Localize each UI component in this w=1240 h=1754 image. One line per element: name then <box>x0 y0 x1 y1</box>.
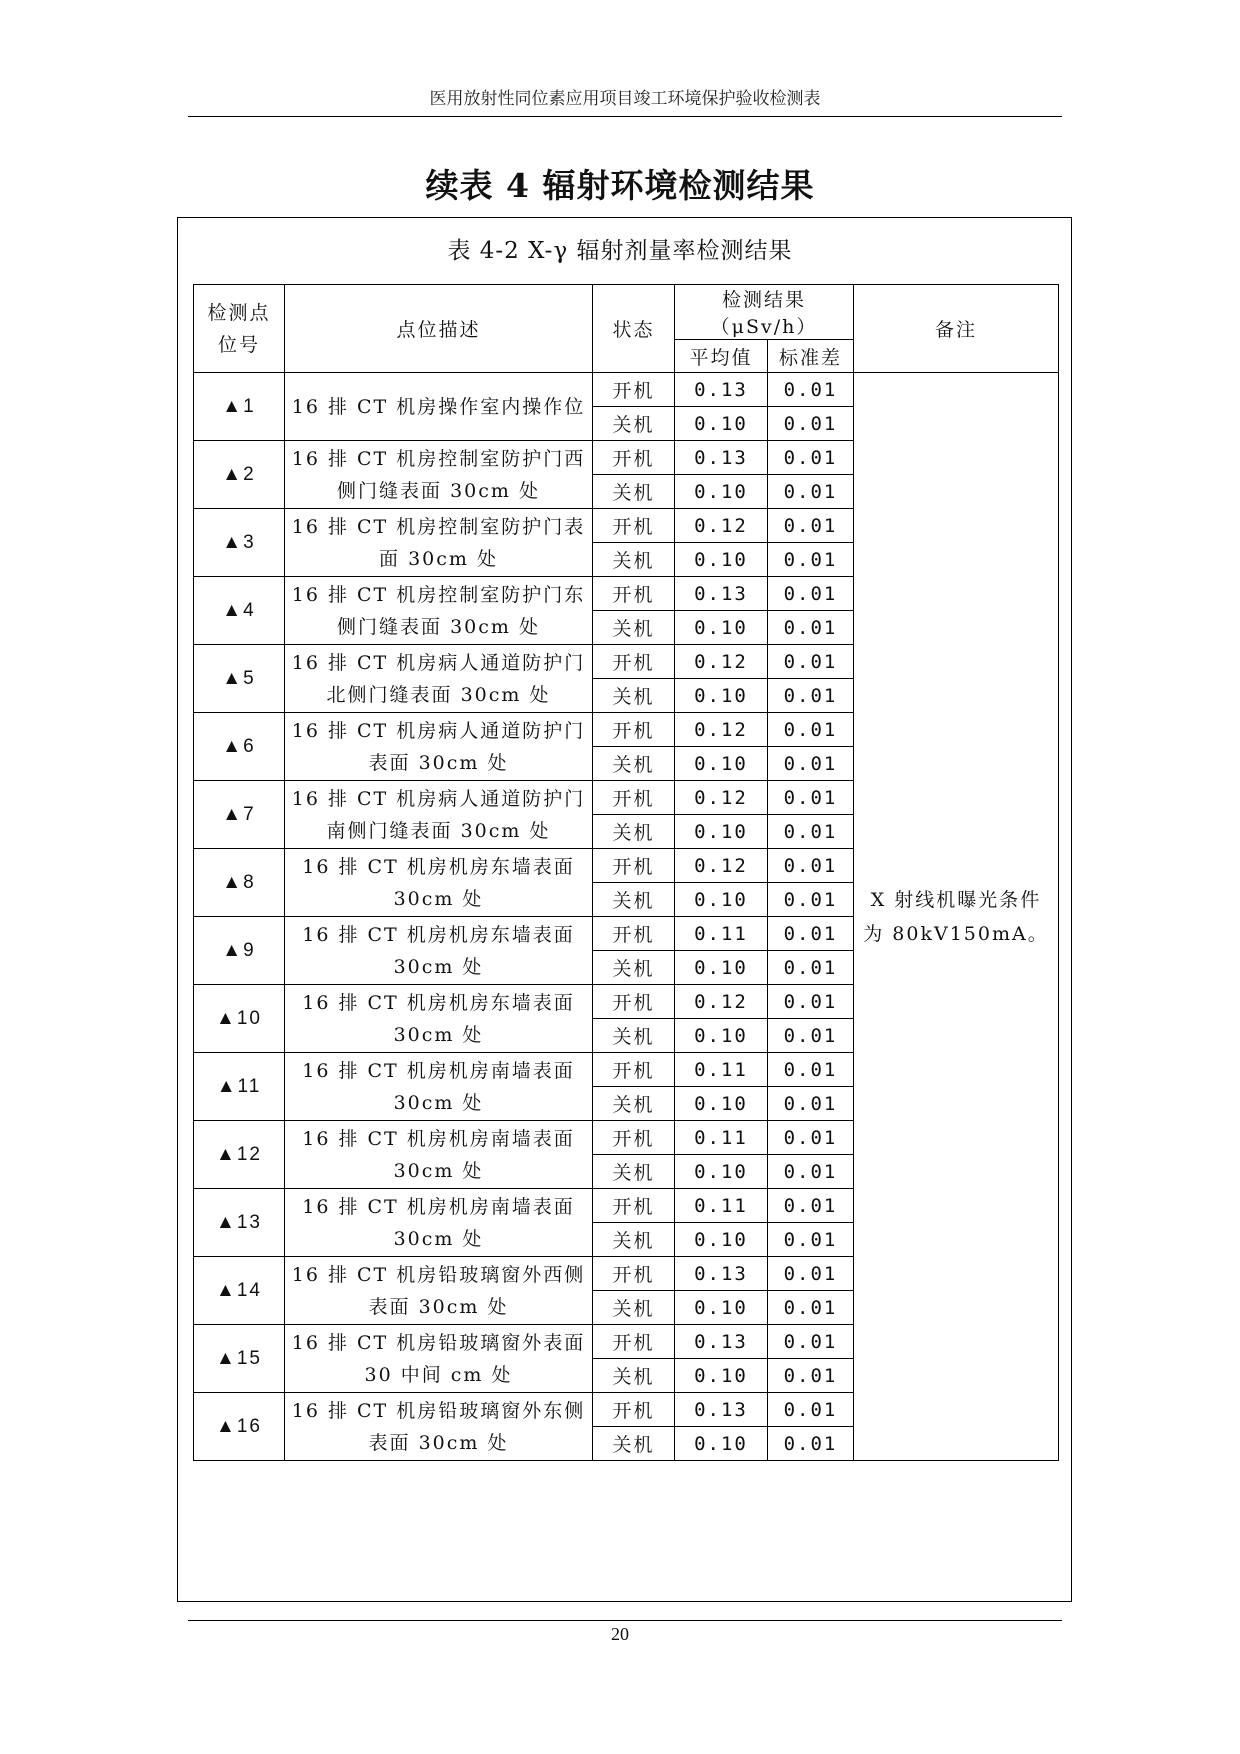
status-cell: 开机 <box>593 1325 675 1359</box>
mean-cell: 0.10 <box>675 543 768 577</box>
mean-cell: 0.10 <box>675 1155 768 1189</box>
description-cell: 16 排 CT 机房机房东墙表面 30cm 处 <box>285 917 593 985</box>
triangle-marker-icon: ▲ <box>216 1415 237 1437</box>
mean-cell: 0.10 <box>675 1359 768 1393</box>
description-cell: 16 排 CT 机房控制室防护门东侧门缝表面 30cm 处 <box>285 577 593 645</box>
status-cell: 关机 <box>593 1019 675 1053</box>
status-cell: 开机 <box>593 849 675 883</box>
mean-cell: 0.12 <box>675 509 768 543</box>
status-cell: 开机 <box>593 1121 675 1155</box>
results-table <box>193 284 1059 1461</box>
triangle-marker-icon: ▲ <box>216 1347 237 1369</box>
running-header: 医用放射性同位素应用项目竣工环境保护验收检测表 <box>188 84 1062 117</box>
status-cell: 关机 <box>593 1359 675 1393</box>
point-id-label: 5 <box>243 667 256 689</box>
description-cell: 16 排 CT 机房铅玻璃窗外表面 30 中间 cm 处 <box>285 1325 593 1393</box>
std-cell: 0.01 <box>768 373 854 407</box>
mean-cell: 0.11 <box>675 917 768 951</box>
std-cell: 0.01 <box>768 1257 854 1291</box>
description-cell: 16 排 CT 机房操作室内操作位 <box>285 373 593 441</box>
point-id-label: 9 <box>243 939 256 961</box>
point-id-cell <box>194 713 285 781</box>
std-cell: 0.01 <box>768 1325 854 1359</box>
mean-cell: 0.13 <box>675 1325 768 1359</box>
std-cell: 0.01 <box>768 1019 854 1053</box>
status-cell: 关机 <box>593 951 675 985</box>
table-caption: 表 4-2 X-γ 辐射剂量率检测结果 <box>447 238 793 264</box>
point-id-label: 1 <box>243 395 256 417</box>
std-cell: 0.01 <box>768 509 854 543</box>
point-id-cell <box>194 1189 285 1257</box>
point-id-label: 16 <box>236 1415 262 1437</box>
std-cell: 0.01 <box>768 679 854 713</box>
point-id-cell <box>194 1325 285 1393</box>
point-id-label: 7 <box>243 803 256 825</box>
point-id-cell <box>194 441 285 509</box>
mean-cell: 0.12 <box>675 781 768 815</box>
status-cell: 关机 <box>593 1427 675 1461</box>
status-cell: 关机 <box>593 543 675 577</box>
std-cell: 0.01 <box>768 645 854 679</box>
description-cell: 16 排 CT 机房铅玻璃窗外东侧表面 30cm 处 <box>285 1393 593 1461</box>
point-id-cell <box>194 645 285 713</box>
std-cell: 0.01 <box>768 407 854 441</box>
status-cell: 关机 <box>593 1155 675 1189</box>
status-cell: 开机 <box>593 781 675 815</box>
status-cell: 关机 <box>593 475 675 509</box>
mean-cell: 0.13 <box>675 1257 768 1291</box>
point-id-cell <box>194 849 285 917</box>
column-header-result-group: 检测结果（μSv/h） <box>675 285 854 340</box>
status-cell: 开机 <box>593 645 675 679</box>
point-id-cell <box>194 917 285 985</box>
mean-cell: 0.13 <box>675 1393 768 1427</box>
column-header-description: 点位描述 <box>285 285 593 373</box>
status-cell: 开机 <box>593 1189 675 1223</box>
point-id-cell <box>194 1053 285 1121</box>
std-cell: 0.01 <box>768 475 854 509</box>
description-cell: 16 排 CT 机房铅玻璃窗外西侧表面 30cm 处 <box>285 1257 593 1325</box>
point-id-label: 14 <box>236 1279 262 1301</box>
point-id-label: 11 <box>237 1075 262 1097</box>
status-cell: 关机 <box>593 679 675 713</box>
std-cell: 0.01 <box>768 985 854 1019</box>
description-cell: 16 排 CT 机房控制室防护门西侧门缝表面 30cm 处 <box>285 441 593 509</box>
triangle-marker-icon: ▲ <box>216 1279 237 1301</box>
point-id-label: 15 <box>236 1347 262 1369</box>
description-cell: 16 排 CT 机房机房南墙表面 30cm 处 <box>285 1053 593 1121</box>
point-id-label: 6 <box>243 735 256 757</box>
status-cell: 关机 <box>593 815 675 849</box>
std-cell: 0.01 <box>768 815 854 849</box>
std-cell: 0.01 <box>768 1189 854 1223</box>
std-cell: 0.01 <box>768 713 854 747</box>
description-cell: 16 排 CT 机房病人通道防护门北侧门缝表面 30cm 处 <box>285 645 593 713</box>
status-cell: 开机 <box>593 1257 675 1291</box>
triangle-marker-icon: ▲ <box>222 667 244 689</box>
triangle-marker-icon: ▲ <box>222 531 244 553</box>
mean-cell: 0.10 <box>675 1291 768 1325</box>
std-cell: 0.01 <box>768 1427 854 1461</box>
status-cell: 关机 <box>593 747 675 781</box>
point-id-label: 13 <box>236 1211 262 1233</box>
status-cell: 开机 <box>593 509 675 543</box>
status-cell: 开机 <box>593 1393 675 1427</box>
status-cell: 关机 <box>593 1223 675 1257</box>
mean-cell: 0.10 <box>675 611 768 645</box>
triangle-marker-icon: ▲ <box>222 463 244 485</box>
triangle-marker-icon: ▲ <box>216 1007 237 1029</box>
table-row <box>194 373 1059 407</box>
std-cell: 0.01 <box>768 441 854 475</box>
point-id-cell <box>194 1257 285 1325</box>
point-id-cell <box>194 509 285 577</box>
triangle-marker-icon: ▲ <box>222 939 244 961</box>
point-id-label: 2 <box>243 463 256 485</box>
mean-cell: 0.12 <box>675 713 768 747</box>
point-id-cell <box>194 985 285 1053</box>
description-cell: 16 排 CT 机房机房南墙表面 30cm 处 <box>285 1121 593 1189</box>
status-cell: 开机 <box>593 1053 675 1087</box>
mean-cell: 0.10 <box>675 1427 768 1461</box>
status-cell: 关机 <box>593 1291 675 1325</box>
point-id-label: 4 <box>243 599 256 621</box>
page-number: 20 <box>611 1624 629 1644</box>
std-cell: 0.01 <box>768 849 854 883</box>
std-cell: 0.01 <box>768 781 854 815</box>
std-cell: 0.01 <box>768 1291 854 1325</box>
point-id-label: 8 <box>243 871 256 893</box>
triangle-marker-icon: ▲ <box>216 1075 238 1097</box>
column-header-std: 标准差 <box>768 340 854 373</box>
status-cell: 关机 <box>593 611 675 645</box>
description-cell: 16 排 CT 机房机房南墙表面 30cm 处 <box>285 1189 593 1257</box>
mean-cell: 0.10 <box>675 1087 768 1121</box>
column-header-status: 状态 <box>593 285 675 373</box>
std-cell: 0.01 <box>768 543 854 577</box>
std-cell: 0.01 <box>768 1087 854 1121</box>
std-cell: 0.01 <box>768 1393 854 1427</box>
point-id-cell <box>194 1393 285 1461</box>
point-id-cell <box>194 1121 285 1189</box>
status-cell: 关机 <box>593 407 675 441</box>
description-cell: 16 排 CT 机房机房东墙表面 30cm 处 <box>285 985 593 1053</box>
status-cell: 开机 <box>593 373 675 407</box>
mean-cell: 0.12 <box>675 645 768 679</box>
std-cell: 0.01 <box>768 577 854 611</box>
triangle-marker-icon: ▲ <box>222 871 244 893</box>
triangle-marker-icon: ▲ <box>222 395 244 417</box>
mean-cell: 0.10 <box>675 475 768 509</box>
std-cell: 0.01 <box>768 951 854 985</box>
mean-cell: 0.11 <box>675 1121 768 1155</box>
std-cell: 0.01 <box>768 611 854 645</box>
description-cell: 16 排 CT 机房控制室防护门表面 30cm 处 <box>285 509 593 577</box>
mean-cell: 0.10 <box>675 1223 768 1257</box>
description-cell: 16 排 CT 机房病人通道防护门表面 30cm 处 <box>285 713 593 781</box>
point-id-label: 12 <box>236 1143 262 1165</box>
mean-cell: 0.10 <box>675 407 768 441</box>
point-id-label: 10 <box>236 1007 262 1029</box>
triangle-marker-icon: ▲ <box>222 599 244 621</box>
std-cell: 0.01 <box>768 1155 854 1189</box>
mean-cell: 0.12 <box>675 849 768 883</box>
std-cell: 0.01 <box>768 1053 854 1087</box>
mean-cell: 0.10 <box>675 951 768 985</box>
std-cell: 0.01 <box>768 917 854 951</box>
page-title: 续表 4 辐射环境检测结果 <box>425 166 815 205</box>
column-header-mean: 平均值 <box>675 340 768 373</box>
std-cell: 0.01 <box>768 747 854 781</box>
status-cell: 开机 <box>593 985 675 1019</box>
column-header-point-id: 检测点位号 <box>194 285 285 373</box>
mean-cell: 0.13 <box>675 441 768 475</box>
footer-divider <box>188 1620 1062 1621</box>
mean-cell: 0.10 <box>675 679 768 713</box>
mean-cell: 0.12 <box>675 985 768 1019</box>
status-cell: 关机 <box>593 1087 675 1121</box>
point-id-cell <box>194 373 285 441</box>
status-cell: 开机 <box>593 441 675 475</box>
mean-cell: 0.10 <box>675 883 768 917</box>
header-row <box>194 285 1059 340</box>
mean-cell: 0.10 <box>675 747 768 781</box>
mean-cell: 0.11 <box>675 1189 768 1223</box>
triangle-marker-icon: ▲ <box>216 1143 237 1165</box>
std-cell: 0.01 <box>768 1359 854 1393</box>
remarks-cell: X 射线机曝光条件为 80kV150mA。 <box>854 373 1059 1461</box>
mean-cell: 0.10 <box>675 1019 768 1053</box>
triangle-marker-icon: ▲ <box>216 1211 237 1233</box>
description-cell: 16 排 CT 机房病人通道防护门南侧门缝表面 30cm 处 <box>285 781 593 849</box>
point-id-cell <box>194 781 285 849</box>
point-id-label: 3 <box>243 531 256 553</box>
std-cell: 0.01 <box>768 1121 854 1155</box>
triangle-marker-icon: ▲ <box>222 803 244 825</box>
status-cell: 开机 <box>593 577 675 611</box>
triangle-marker-icon: ▲ <box>222 735 244 757</box>
mean-cell: 0.13 <box>675 577 768 611</box>
status-cell: 关机 <box>593 883 675 917</box>
status-cell: 开机 <box>593 917 675 951</box>
mean-cell: 0.11 <box>675 1053 768 1087</box>
status-cell: 开机 <box>593 713 675 747</box>
description-cell: 16 排 CT 机房机房东墙表面 30cm 处 <box>285 849 593 917</box>
mean-cell: 0.13 <box>675 373 768 407</box>
std-cell: 0.01 <box>768 1223 854 1257</box>
std-cell: 0.01 <box>768 883 854 917</box>
point-id-cell <box>194 577 285 645</box>
column-header-remarks: 备注 <box>854 285 1059 373</box>
mean-cell: 0.10 <box>675 815 768 849</box>
